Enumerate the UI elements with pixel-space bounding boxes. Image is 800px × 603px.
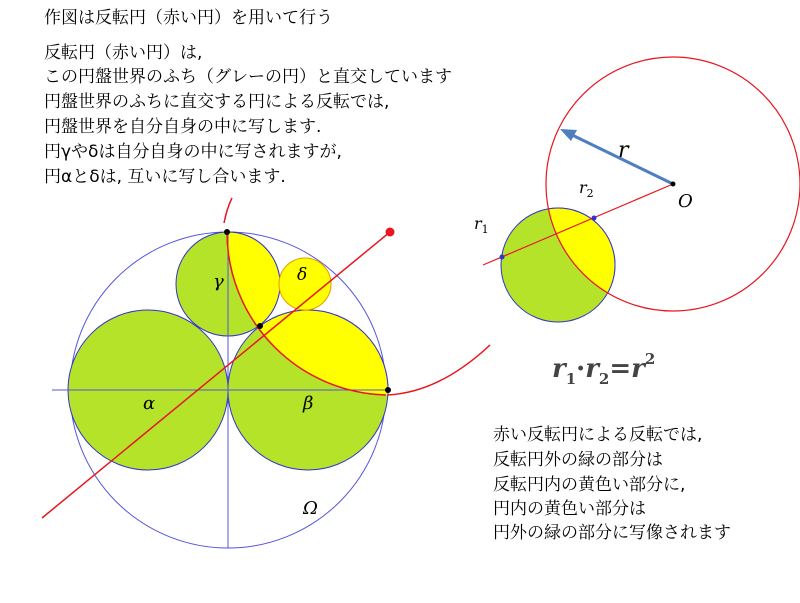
tangent-point	[224, 229, 230, 235]
label-r1: $r_1$	[474, 214, 489, 236]
intro-line: 円αとδは, 互いに写し合います.	[44, 167, 286, 187]
label-r2: $r_2$	[579, 178, 594, 200]
point-r1	[500, 255, 505, 260]
tangent-point	[257, 323, 263, 329]
explain-line: 円内の黄色い部分は	[493, 499, 646, 519]
label-r: r	[618, 138, 629, 163]
label-omega: Ω	[303, 498, 318, 519]
explain-line: 反転円外の緑の部分は	[493, 450, 663, 470]
label-alpha: α	[143, 393, 156, 414]
intro-line: この円盤世界のふち（グレーの円）と直交しています	[44, 67, 452, 87]
intro-line: 円盤世界のふちに直交する円による反転では,	[44, 92, 390, 112]
point-r2	[592, 216, 597, 221]
label-gamma: γ	[213, 271, 224, 292]
intro-line: 円γやδは自分自身の中に写されますが,	[44, 142, 342, 162]
label-delta: δ	[297, 265, 308, 285]
label-beta: β	[303, 393, 314, 414]
intro-line: 反転円（赤い円）は,	[44, 43, 203, 63]
inversion-circle-arc-bottom	[388, 345, 490, 395]
explain-line: 反転円内の黄色い部分に,	[493, 475, 686, 495]
inversion-formula: $r_1\cdot r_2=r^2$	[552, 350, 656, 388]
point-O	[671, 182, 676, 187]
label-O: O	[678, 191, 693, 212]
title-text: 作図は反転円（赤い円）を用いて行う	[44, 8, 333, 28]
intro-line: 円盤世界を自分自身の中に写します.	[44, 117, 322, 137]
inversion-center-dot	[386, 228, 395, 237]
inversion-circle-arc-top	[224, 198, 232, 223]
explain-line: 円外の緑の部分に写像されます	[493, 523, 731, 543]
tangent-point	[385, 387, 391, 393]
explain-line: 赤い反転円による反転では,	[493, 425, 703, 445]
